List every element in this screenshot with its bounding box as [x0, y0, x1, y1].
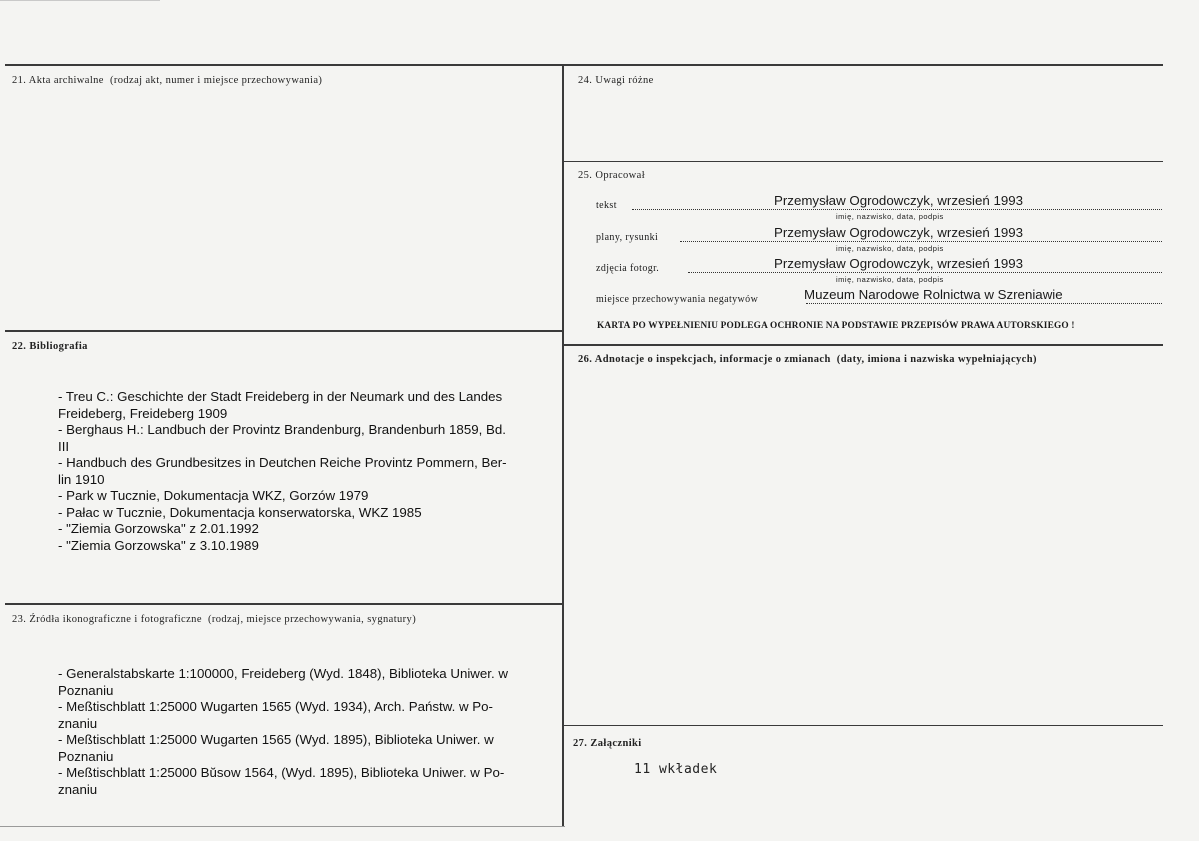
negatives-location-row: miejsce przechowywania negatywów Muzeum Narodowe Rolnictwa w Szreniawie	[596, 287, 1162, 307]
author-value: Przemysław Ogrodowczyk, wrzesień 1993	[774, 225, 1024, 240]
field-hint: imię, nazwisko, data, podpis	[836, 275, 944, 284]
rule-26-27	[563, 725, 1163, 726]
section-23-title: 23. Źródła ikonograficzne i fotograficzne (rodzaj, miejsce przechowywania, sygnatury)	[12, 614, 417, 625]
list-item: lin 1910	[58, 471, 105, 487]
list-item: - Handbuch des Grundbesitzes in Deutchen Reiche Provintz Pommern, Ber-	[58, 455, 507, 470]
section-21-title: 21. Akta archiwalne (rodzaj akt, numer i miejsce przechowywania)	[12, 75, 323, 86]
author-value: Przemysław Ogrodowczyk, wrzesień 1993	[774, 193, 1024, 208]
top-rule	[5, 64, 1163, 66]
field-hint: imię, nazwisko, data, podpis	[836, 244, 944, 253]
list-item: - Meßtischblatt 1:25000 Bŭsow 1564, (Wyd. 1895), Biblioteka Uniwer. w Po-	[58, 765, 505, 780]
list-item: - "Ziemia Gorzowska" z 2.01.1992	[58, 521, 259, 536]
attachments-value: 11 wkładek	[634, 762, 718, 777]
list-item: Freideberg, Freideberg 1909	[58, 405, 228, 421]
bottom-edge	[0, 826, 565, 827]
author-value: Przemysław Ogrodowczyk, wrzesień 1993	[774, 256, 1024, 271]
list-item: - Park w Tucznie, Dokumentacja WKZ, Gorzów 1979	[58, 488, 369, 503]
section-25-title: 25. Opracował	[578, 170, 646, 181]
author-row-plans: plany, rysunki Przemysław Ogrodowczyk, wrzesień 1993 imię, nazwisko, data, podpis	[596, 225, 1162, 245]
list-item: znaniu	[58, 715, 98, 731]
list-item: - "Ziemia Gorzowska" z 3.10.1989	[58, 537, 259, 553]
iconography-list	[58, 666, 548, 798]
author-row-photos: zdjęcia fotogr. Przemysław Ogrodowczyk, wrzesień 1993 imię, nazwisko, data, podpis	[596, 256, 1162, 276]
center-divider	[562, 64, 564, 826]
list-item: - Meßtischblatt 1:25000 Wugarten 1565 (Wyd. 1895), Biblioteka Uniwer. w	[58, 732, 494, 747]
list-item: - Berghaus H.: Landbuch der Provintz Brandenburg, Brandenburh 1859, Bd.	[58, 422, 506, 437]
field-hint: imię, nazwisko, data, podpis	[836, 212, 944, 221]
list-item: Poznaniu	[58, 748, 114, 764]
rule-25-26	[563, 344, 1163, 346]
author-row-text: tekst Przemysław Ogrodowczyk, wrzesień 1993 imię, nazwisko, data, podpis	[596, 193, 1162, 213]
section-27-title: 27. Załączniki	[573, 738, 642, 749]
list-item: - Pałac w Tucznie, Dokumentacja konserwatorska, WKZ 1985	[58, 504, 422, 520]
bibliography-list	[58, 389, 548, 554]
rule-24-25	[563, 161, 1163, 162]
list-item: - Meßtischblatt 1:25000 Wugarten 1565 (Wyd. 1934), Arch. Państw. w Po-	[58, 699, 493, 714]
rule-21-22	[5, 330, 563, 332]
list-item: Poznaniu	[58, 682, 114, 698]
section-26-title: 26. Adnotacje o inspekcjach, informacje o zmianach (daty, imiona i nazwiska wypełniających)	[578, 354, 1037, 365]
copyright-notice: KARTA PO WYPEŁNIENIU PODLEGA OCHRONIE NA PODSTAWIE PRZEPISÓW PRAWA AUTORSKIEGO !	[597, 321, 1075, 331]
rule-22-23	[5, 603, 563, 605]
list-item: znaniu	[58, 781, 98, 797]
list-item: III	[58, 438, 70, 454]
negatives-location-value: Muzeum Narodowe Rolnictwa w Szreniawie	[804, 287, 1063, 302]
list-item: - Treu C.: Geschichte der Stadt Freideberg in der Neumark und des Landes	[58, 389, 503, 404]
page-edge	[0, 0, 160, 1]
section-24-title: 24. Uwagi różne	[578, 75, 654, 86]
section-22-title: 22. Bibliografia	[12, 341, 88, 352]
list-item: - Generalstabskarte 1:100000, Freideberg (Wyd. 1848), Biblioteka Uniwer. w	[58, 666, 508, 681]
